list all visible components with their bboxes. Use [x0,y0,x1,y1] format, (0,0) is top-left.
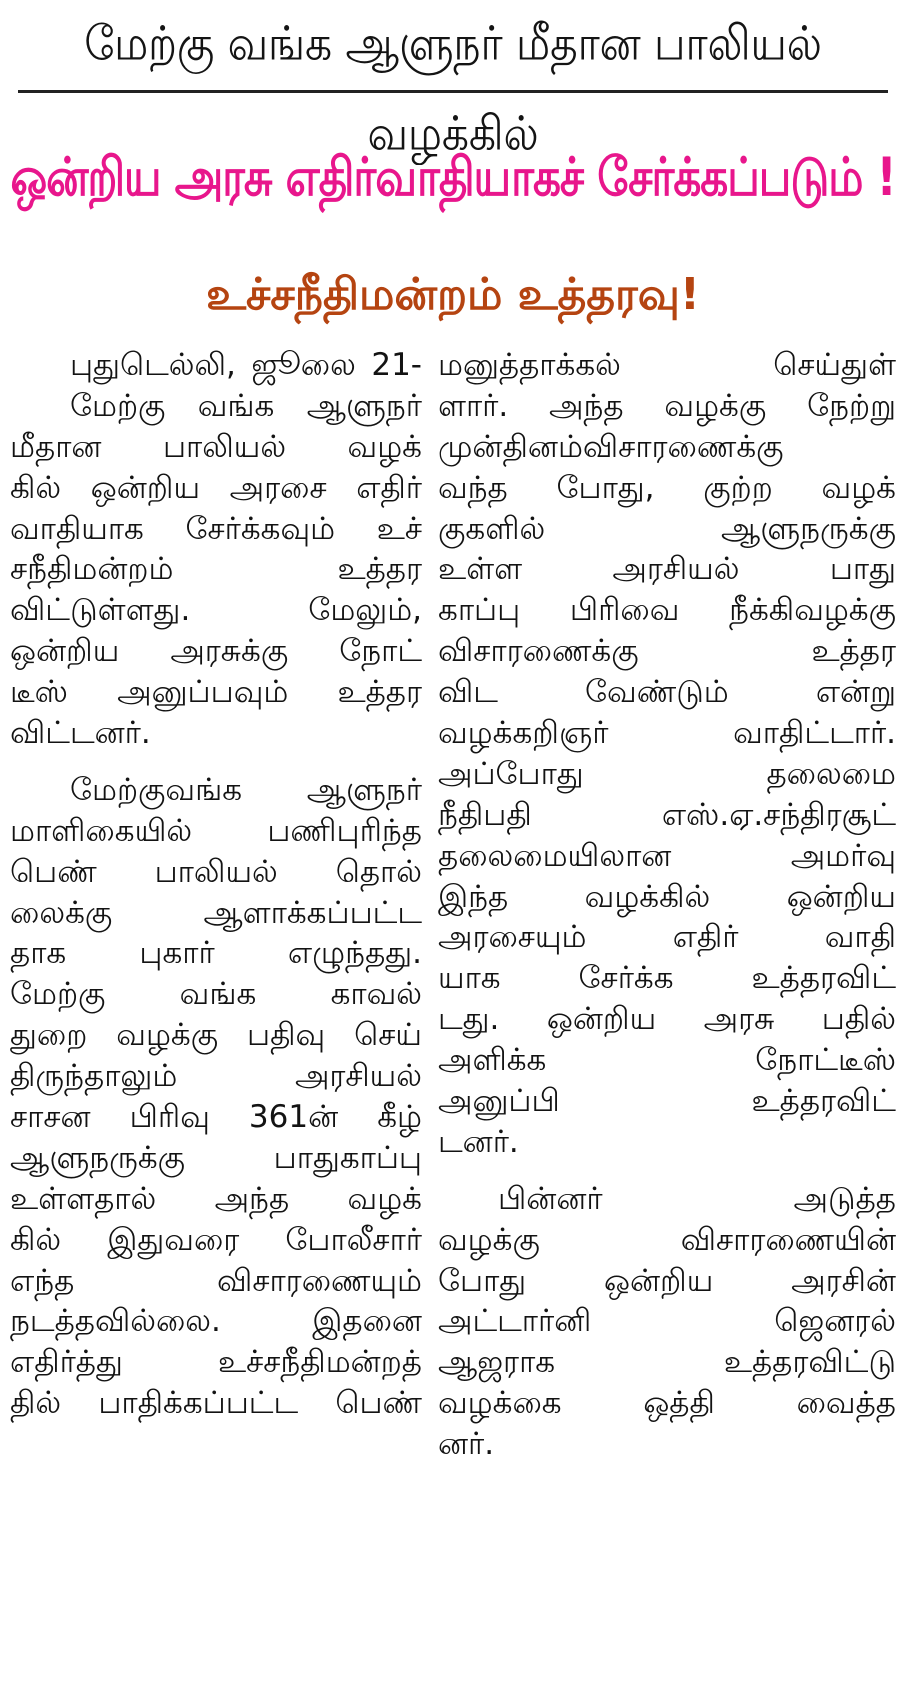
body-line: ஒன்றிய அரசுக்கு நோட் [10,633,422,670]
body-line: தலைமையிலான அமர்வு [438,837,896,874]
body-line: விட்டனர். [10,715,151,752]
body-line: யாக சேர்க்க உத்தரவிட் [438,960,896,997]
article-headline: ஒன்றிய அரசு எதிர்வாதியாகச் சேர்க்கப்படும் ! [10,146,896,208]
body-line: வழக்கு விசாரணையின் [438,1221,896,1258]
body-line: வந்த போது, குற்ற வழக் [438,469,896,506]
body-line: திருந்தாலும் அரசியல் [10,1058,422,1095]
kicker-rule [18,90,888,93]
body-line: நடத்தவில்லை. இதனை [10,1303,422,1340]
body-line: ஆஜராக உத்தரவிட்டு [438,1344,896,1381]
body-line: வழக்கறிஞர் வாதிட்டார். [438,715,896,752]
body-line: நீதிபதி எஸ்.ஏ.சந்திரசூட் [438,796,896,833]
body-line: வழக்கை ஒத்தி வைத்த [438,1385,896,1422]
body-line: சாசன பிரிவு 361ன் கீழ் [10,1099,422,1136]
body-line: சநீதிமன்றம் உத்தர [10,551,422,588]
body-line: கில் இதுவரை போலீசார் [10,1221,422,1258]
article-body-left-column [10,345,422,1690]
body-line: உள்ள அரசியல் பாது [438,551,896,588]
body-line: கில் ஒன்றிய அரசை எதிர் [10,469,422,506]
body-line: குகளில் ஆளுநருக்கு [438,510,896,547]
body-line: போது ஒன்றிய அரசின் [438,1262,896,1299]
article-subhead: உச்சநீதிமன்றம் உத்தரவு! [206,269,700,320]
body-line: மேற்கு வங்க ஆளுநர் [70,387,422,424]
body-line: புதுடெல்லி, ஜூலை 21- [70,347,422,383]
body-line: விசாரணைக்கு உத்தர [438,633,896,670]
body-line: அட்டார்னி ஜெனரல் [438,1303,896,1340]
body-line: எதிர்த்து உச்சநீதிமன்றத் [10,1344,422,1381]
body-line: காப்பு பிரிவை நீக்கிவழக்கு [438,592,896,629]
body-line: முன்தினம்விசாரணைக்கு [438,428,784,465]
body-line: உள்ளதால் அந்த வழக் [10,1180,422,1217]
body-line: டனர். [438,1123,519,1160]
body-line: விட்டுள்ளது. மேலும், [10,592,422,629]
body-line: டீஸ் அனுப்பவும் உத்தர [10,674,422,711]
body-line: லைக்கு ஆளாக்கப்பட்ட [10,894,422,931]
body-line: மாளிகையில் பணிபுரிந்த [10,812,422,849]
body-line: விட வேண்டும் என்று [438,674,896,711]
body-line: ளார். அந்த வழக்கு நேற்று [438,387,896,424]
body-line: தில் பாதிக்கப்பட்ட பெண் [10,1385,422,1422]
body-line: அப்போது தலைமை [438,755,896,792]
body-line: அளிக்க நோட்டீஸ் [438,1042,896,1079]
body-line: மனுத்தாக்கல் செய்துள் [438,347,896,383]
body-line: மேற்கு வங்க காவல் [10,976,422,1013]
body-line: அரசையும் எதிர் வாதி [438,919,896,956]
body-line: னர். [438,1426,495,1463]
body-line: பின்னர் அடுத்த [498,1180,896,1217]
body-line: துறை வழக்கு பதிவு செய் [10,1017,422,1054]
body-line: வாதியாக சேர்க்கவும் உச் [10,510,422,547]
article-kicker: மேற்கு வங்க ஆளுநர் மீதான பாலியல் வழக்கில் [84,16,822,161]
body-line: மீதான பாலியல் வழக் [10,428,422,465]
body-line: மேற்குவங்க ஆளுநர் [70,771,422,808]
body-line: எந்த விசாரணையும் [10,1262,422,1299]
body-line: இந்த வழக்கில் ஒன்றிய [438,878,896,915]
body-line: அனுப்பி உத்தரவிட் [438,1083,896,1120]
article-body-right-column [438,345,896,1690]
body-line: டது. ஒன்றிய அரசு பதில் [438,1001,896,1038]
body-line: தாக புகார் எழுந்தது. [10,935,422,972]
body-line: பெண் பாலியல் தொல் [10,853,422,890]
body-line: ஆளுநருக்கு பாதுகாப்பு [10,1139,422,1176]
